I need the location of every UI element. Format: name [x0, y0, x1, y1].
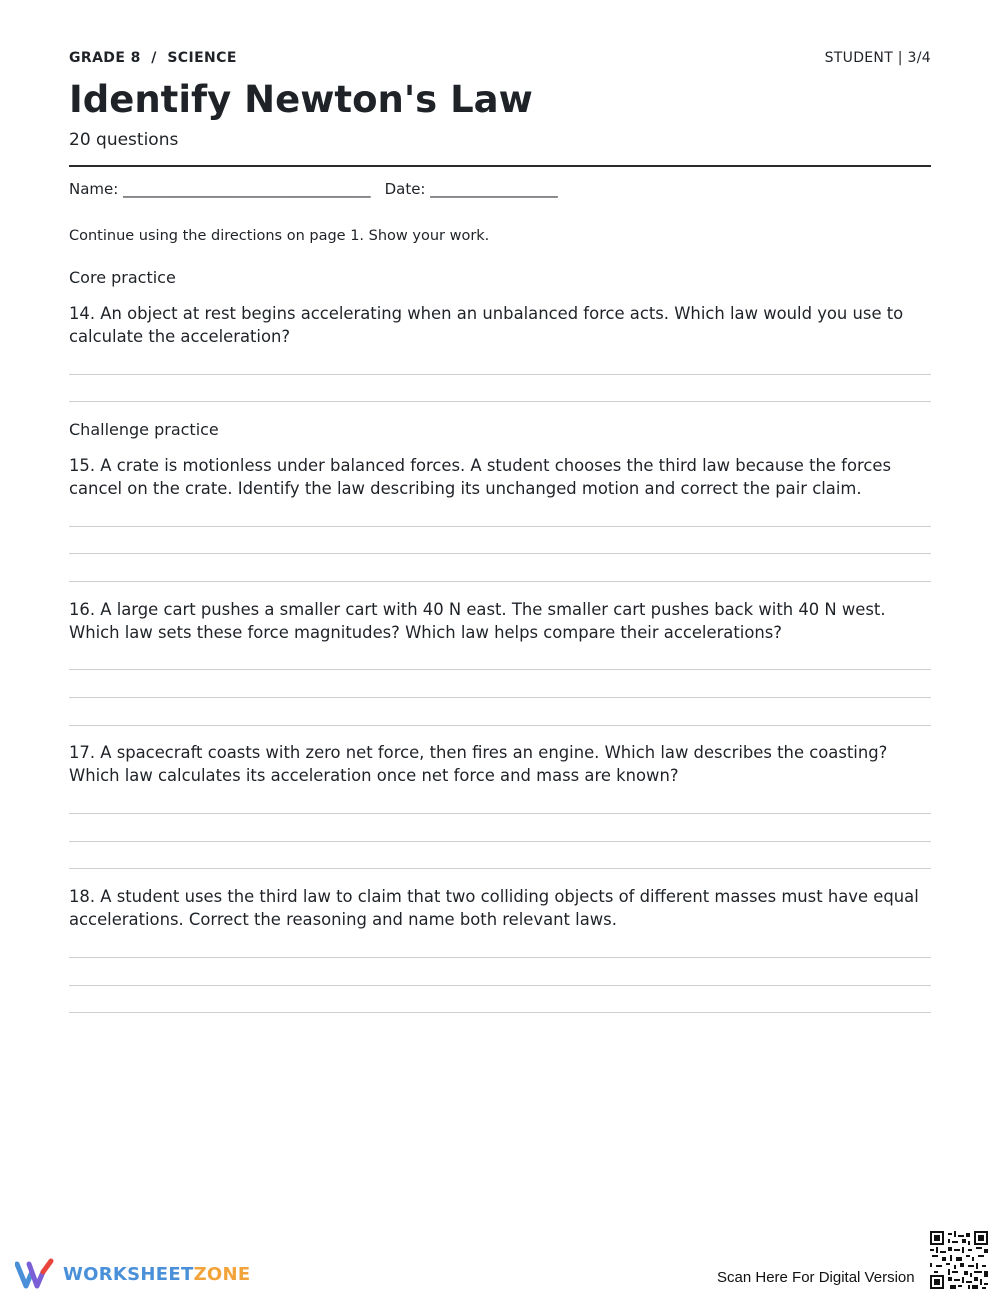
answer-line[interactable]: [69, 401, 931, 402]
question-17: 17. A spacecraft coasts with zero net force, then fires an engine. Which law describes the coasting? Which law calculates its acceleration once net force and mass are known?: [69, 743, 888, 785]
worksheetzone-logo-icon: [15, 1258, 57, 1290]
answer-line[interactable]: [69, 725, 931, 726]
answer-line[interactable]: [69, 985, 931, 986]
answer-line[interactable]: [69, 553, 931, 554]
answer-line[interactable]: [69, 697, 931, 698]
answer-line[interactable]: [69, 957, 931, 958]
answer-line[interactable]: [69, 669, 931, 670]
qr-code-icon[interactable]: [930, 1231, 988, 1289]
answer-line[interactable]: [69, 841, 931, 842]
section-challenge-practice: Challenge practice: [69, 420, 219, 439]
question-14: 14. An object at rest begins accelerating when an unbalanced force acts. Which law would you use to calculate the acceleration?: [69, 304, 904, 346]
question-15: 15. A crate is motionless under balanced forces. A student chooses the third law because the forces cancel on the crate. Identify the law describing its unchanged motion and correct the pair claim.: [69, 456, 891, 498]
answer-line[interactable]: [69, 374, 931, 375]
answer-line[interactable]: [69, 581, 931, 582]
worksheet-page: [69, 0, 931, 1295]
worksheet-header: [69, 50, 931, 68]
scan-label: Scan Here For Digital Version: [717, 1269, 915, 1286]
header-divider: [69, 165, 931, 167]
section-core-practice: Core practice: [69, 268, 176, 287]
breadcrumb: GRADE 8 / SCIENCE: [69, 50, 237, 66]
date-field[interactable]: Date: _________________: [384, 180, 558, 198]
answer-line[interactable]: [69, 526, 931, 527]
answer-line[interactable]: [69, 1012, 931, 1013]
name-date-row: [69, 180, 558, 198]
answer-line[interactable]: [69, 813, 931, 814]
page-info: STUDENT | 3/4: [824, 50, 931, 66]
page-title: Identify Newton's Law: [69, 78, 533, 121]
question-count: 20 questions: [69, 130, 179, 150]
logo-wordmark: WORKSHEETZONE: [63, 1264, 251, 1285]
directions: Continue using the directions on page 1. Show your work.: [69, 228, 490, 244]
answer-line[interactable]: [69, 868, 931, 869]
name-field[interactable]: Name: _________________________________: [69, 180, 371, 198]
question-16: 16. A large cart pushes a smaller cart with 40 N east. The smaller cart pushes back with 40 N west. Which law sets these force magnitudes? Which law helps compare their accelerations?: [69, 600, 886, 642]
question-18: 18. A student uses the third law to claim that two colliding objects of different masses must have equal accelerations. Correct the reasoning and name both relevant laws.: [69, 887, 919, 929]
